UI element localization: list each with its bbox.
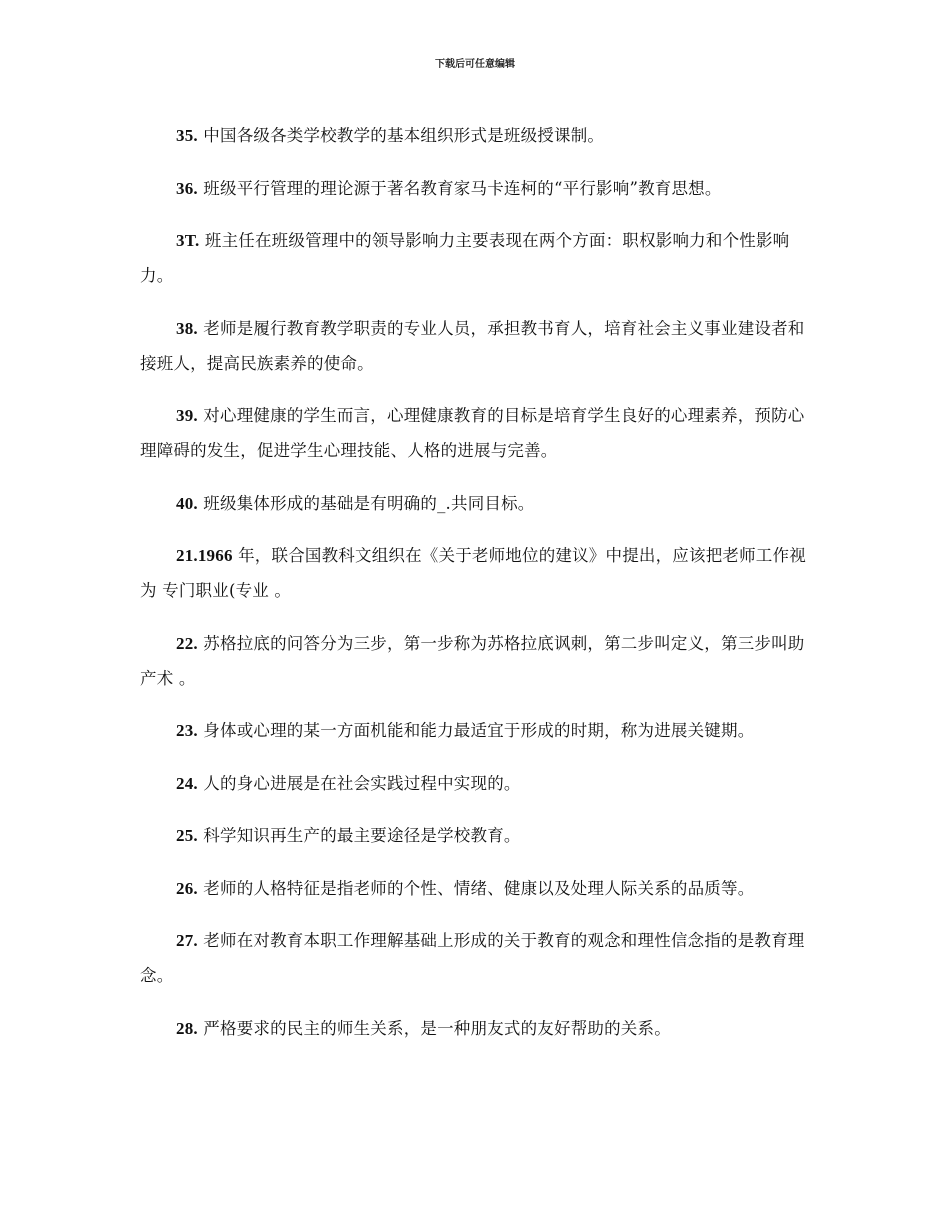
item-text: 年，联合国教科文组织在《关于老师地位的建议》中提出，应该把老师工作视为 专门职业(专业 。 xyxy=(140,546,806,600)
list-item xyxy=(140,713,812,748)
list-item xyxy=(140,766,812,801)
item-text: 身体或心理的某一方面机能和能力最适宜于形成的时期，称为进展关键期。 xyxy=(197,721,755,740)
item-text: 苏格拉底的问答分为三步，第一步称为苏格拉底讽刺，第二步叫定义，第三步叫助产术 。 xyxy=(140,633,805,688)
list-item xyxy=(140,486,812,521)
item-number: 25. xyxy=(176,826,198,845)
item-number: 35. xyxy=(176,126,198,145)
list-item xyxy=(140,626,812,696)
item-text: 中国各级各类学校教学的基本组织形式是班级授课制。 xyxy=(197,126,605,145)
list-item xyxy=(140,223,812,293)
list-item xyxy=(140,871,812,906)
item-number: 36. xyxy=(176,178,198,198)
item-number: 40. xyxy=(176,493,198,513)
list-item xyxy=(140,1011,812,1046)
item-number: 3T. xyxy=(176,231,200,250)
list-item xyxy=(140,923,812,993)
list-item xyxy=(140,538,812,608)
item-text: 人的身心进展是在社会实践过程中实现的。 xyxy=(197,773,521,793)
item-number: 27. xyxy=(176,931,198,950)
item-text: 班级平行管理的理论源于著名教育家马卡连柯的“平行影响”教育思想。 xyxy=(197,178,722,198)
item-text: 老师的人格特征是指老师的个性、情绪、健康以及处理人际关系的品质等。 xyxy=(197,878,755,898)
item-number: 21.1966 xyxy=(176,546,233,565)
item-text: 严格要求的民主的师生关系，是一种朋友式的友好帮助的关系。 xyxy=(197,1018,671,1038)
item-text: 老师在对教育本职工作理解基础上形成的关于教育的观念和理性信念指的是教育理念。 xyxy=(140,931,805,985)
list-item xyxy=(140,398,812,468)
list-item xyxy=(140,818,812,853)
page-header: 下载后可任意编辑 xyxy=(435,59,515,70)
list-item xyxy=(140,311,812,381)
list-item xyxy=(140,171,812,206)
item-number: 24. xyxy=(176,773,198,793)
item-text: 班主任在班级管理中的领导影响力主要表现在两个方面：职权影响力和个性影响力。 xyxy=(140,231,790,285)
list-item xyxy=(140,118,812,153)
item-number: 22. xyxy=(176,633,198,653)
item-text: 班级集体形成的基础是有明确的_.共同目标。 xyxy=(197,493,535,513)
item-number: 26. xyxy=(176,878,198,898)
document-body xyxy=(140,118,812,1063)
item-number: 39. xyxy=(176,406,198,425)
item-number: 23. xyxy=(176,721,198,740)
item-number: 28. xyxy=(176,1018,198,1038)
item-text: 科学知识再生产的最主要途径是学校教育。 xyxy=(197,826,521,845)
item-text: 对心理健康的学生而言，心理健康教育的目标是培育学生良好的心理素养，预防心理障碍的发生，促进学生心理技能、人格的进展与完善。 xyxy=(140,406,805,460)
item-text: 老师是履行教育教学职责的专业人员，承担教书育人，培育社会主义事业建设者和接班人，提高民族素养的使命。 xyxy=(140,318,805,373)
item-number: 38. xyxy=(176,318,198,338)
